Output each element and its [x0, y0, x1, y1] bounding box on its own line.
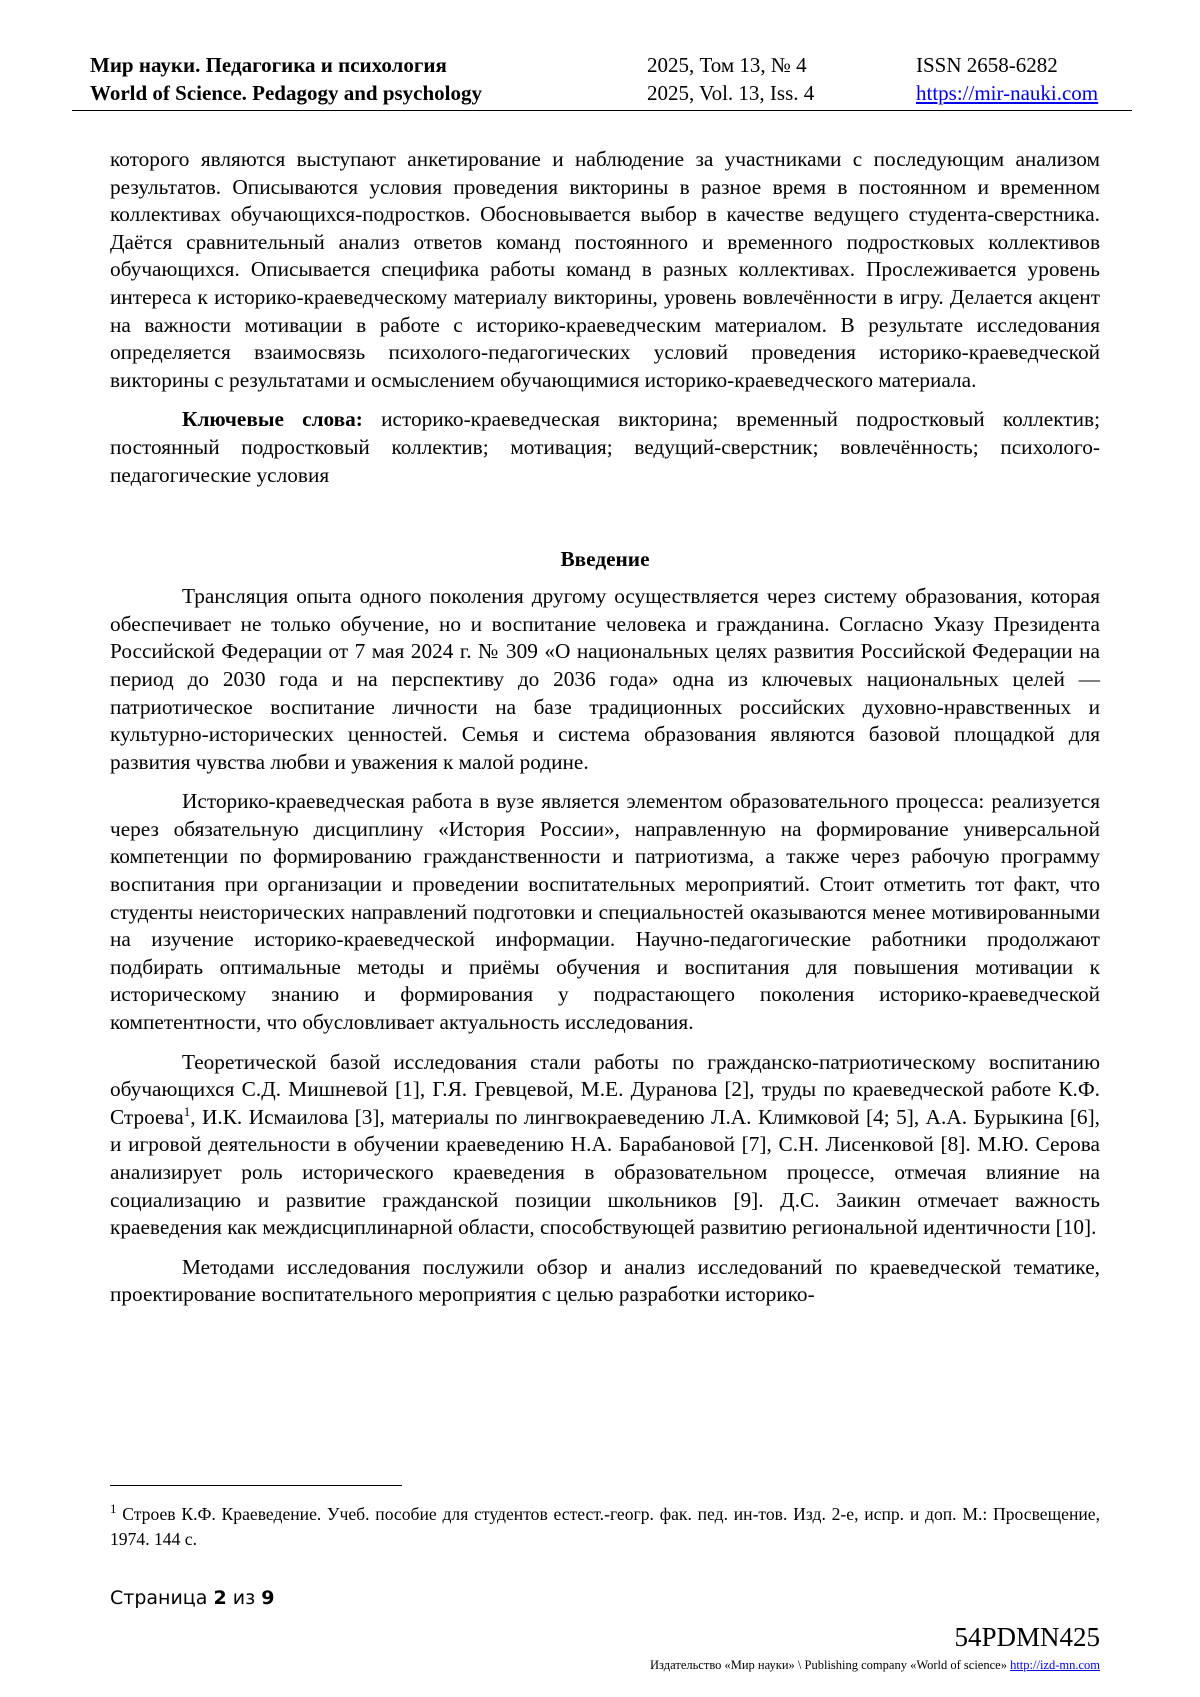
publisher-text: Издательство «Мир науки» \ Publishing company «World of science» [650, 1658, 1007, 1672]
paragraph-3-part-a: Теоретической базой исследования стали работы по гражданско-патриотическому воспитанию обучающихся С.Д. Мишневой [1], Г.Я. Гревцевой, М.Е. Дуранова [2], труды по краеведческой работе К.Ф. Строева [110, 1049, 1100, 1129]
footnote-text: Строев К.Ф. Краеведение. Учеб. пособие для студентов естест.-геогр. фак. пед. ин-тов. Изд. 2-е, испр. и доп. М.: Просвещение, 1974. 144 с. [110, 1504, 1100, 1549]
publisher-line [650, 1658, 1100, 1673]
section-heading: Введение [560, 547, 650, 572]
article-code: 54PDMN425 [954, 1622, 1100, 1652]
volume-ru: 2025, Том 13, № 4 [647, 53, 807, 77]
page-word: Страница [110, 1587, 208, 1609]
journal-site-link[interactable]: https://mir-nauki.com [916, 81, 1099, 105]
article-body [110, 146, 1100, 1309]
keywords-label: Ключевые слова: [182, 407, 363, 432]
footnote [110, 1502, 1100, 1552]
keywords-paragraph [110, 406, 1100, 489]
keywords-text: историко-краеведческая викторина; временный подростковый коллектив; постоянный подростковый коллектив; мотивация; ведущий-сверстник; вовлечённость; психолого-педагогические условия [110, 407, 1100, 487]
page-of: из [232, 1587, 256, 1609]
volume-en: 2025, Vol. 13, Iss. 4 [647, 81, 815, 105]
footnote-divider [110, 1485, 402, 1486]
journal-title-ru: Мир науки. Педагогика и психология [90, 53, 447, 77]
paragraph-3 [110, 1049, 1100, 1242]
paragraph-4: Методами исследования послужили обзор и анализ исследований по краеведческой тематике, проектирование воспитательного мероприятия с целью разработки историко- [110, 1254, 1100, 1307]
issn: ISSN 2658-6282 [916, 53, 1058, 77]
running-header [72, 50, 1132, 112]
paragraph-1: Трансляция опыта одного поколения другому осуществляется через систему образования, которая обеспечивает не только обучение, но и воспитание человека и гражданина. Согласно Указу Президента Российской Федерации от 7 мая 2024 г. № 309 «О национальных целях развития Российской Федерации на период до 2030 года и на перспективу до 2036 года» одна из ключевых национальных целей — патриотическое воспитание личности на базе традиционных российских духовно-нравственных и культурно-исторических ценностей. Семья и система образования являются базовой площадкой для развития чувства любви и уважения к малой родине. [110, 584, 1100, 774]
page-number [110, 1587, 274, 1609]
publisher-link[interactable]: http://izd-mn.com [1010, 1658, 1100, 1672]
footnote-mark: 1 [110, 1501, 117, 1517]
page-total: 9 [261, 1587, 275, 1609]
paragraph-3-part-b: , И.К. Исмаилова [3], материалы по лингвокраеведению Л.А. Климковой [4; 5], А.А. Бурыкина [6], и игровой деятельности в обучении краеведению Н.А. Барабановой [7], С.Н. Лисенковой [8]. М.Ю. Серова анализирует роль исторического краеведения в образовательном процессе, отмечая влияние на социализацию и развитие гражданской позиции школьников [9]. Д.С. Заикин отмечает важность краеведения как междисциплинарной области, способствующей развитию региональной идентичности [10]. [110, 1104, 1100, 1240]
header-divider [72, 110, 1132, 111]
abstract-tail: которого являются выступают анкетирование и наблюдение за участниками с последующим анализом результатов. Описываются условия проведения викторины в разное время в постоянном и временном коллективах обучающихся-подростков. Обосновывается выбор в качестве ведущего студента-сверстника. Даётся сравнительный анализ ответов команд постоянного и временного подростковых коллективов обучающихся. Описывается специфика работы команд в разных коллективах. Прослеживается уровень интереса к историко-краеведческому материалу викторины, уровень вовлечённости в игру. Делается акцент на важности мотивации в работе с историко-краеведческим материалом. В результате исследования определяется взаимосвязь психолого-педагогических условий проведения историко-краеведческой викторины с результатами и осмыслением обучающимися историко-краеведческого материала. [110, 147, 1100, 392]
paragraph-2: Историко-краеведческая работа в вузе является элементом образовательного процесса: реализуется через обязательную дисциплину «История России», направленную на формирование универсальной компетенции по формированию гражданственности и патриотизма, а также через рабочую программу воспитания при организации и проведении воспитательных мероприятий. Стоит отметить тот факт, что студенты неисторических направлений подготовки и специальностей оказываются менее мотивированными на изучение историко-краеведческой информации. Научно-педагогические работники продолжают подбирать оптимальные методы и приёмы обучения и воспитания для повышения мотивации к историческому знанию и формирования у подрастающего поколения историко-краеведческой компетентности, что обусловливает актуальность исследования. [110, 789, 1100, 1035]
journal-title-en: World of Science. Pedagogy and psychology [90, 81, 483, 105]
page-current: 2 [213, 1587, 227, 1609]
footnote-ref[interactable]: 1 [183, 1103, 191, 1119]
journal-site-link-wrap [916, 78, 1098, 108]
